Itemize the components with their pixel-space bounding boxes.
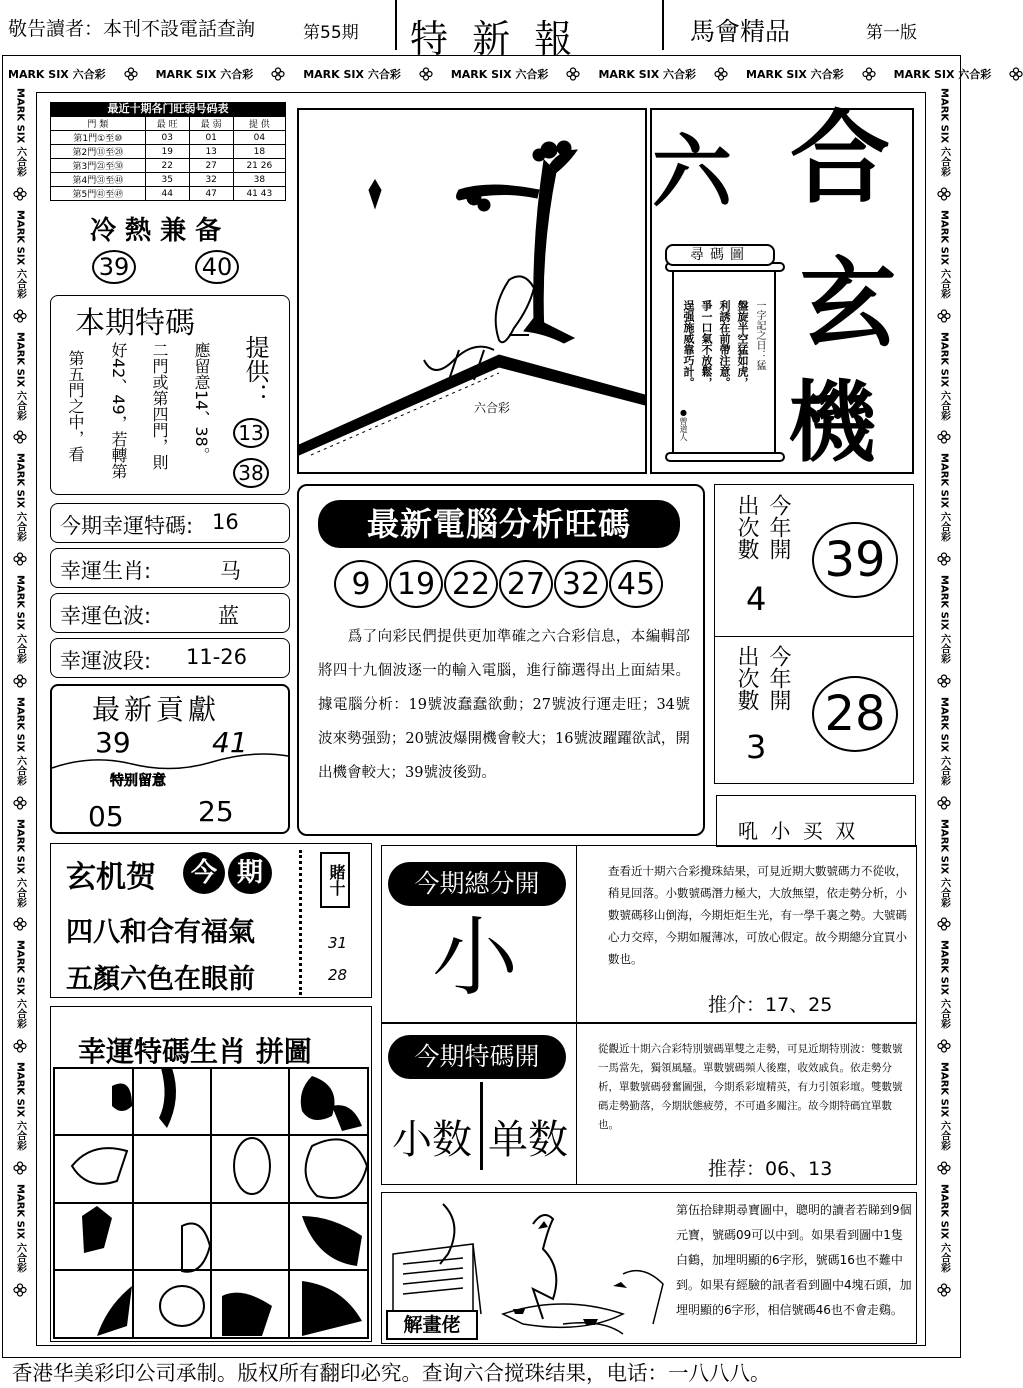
flower-icon xyxy=(14,796,27,809)
header-title: 特 新 報 xyxy=(410,17,579,61)
marquee-text: MARK SIX 六合彩 xyxy=(938,209,950,299)
marquee-text: MARK SIX 六合彩 xyxy=(14,1183,26,1273)
appear-count: 3 xyxy=(746,728,767,766)
hot-cold-table-panel xyxy=(50,102,292,198)
cold-hot-ball: 40 xyxy=(195,250,239,284)
flower-icon xyxy=(566,67,580,81)
flower-icon xyxy=(124,67,138,81)
jiehua-text: 第伍拾肆期尋寶圖中，聰明的讀者若睇到9個元寶，號碼09可以中到。如果看到圖中1隻白鶴，加埋明顯的6字形，號碼16也不難中到。如果有經驗的訊者看到圖中4塊石頭，加埋明顯的6字形，相信號碼46也不會走鷄。 xyxy=(676,1203,912,1317)
flower-icon xyxy=(938,796,951,809)
contribution-num: 39 xyxy=(95,726,131,759)
marquee-text: MARK SIX 六合彩 xyxy=(14,1062,26,1151)
table-header-cell: 門 類 xyxy=(51,117,146,131)
xuanji-he-title-c: 期 xyxy=(228,852,272,894)
table-title: 最近十期各门旺弱号码表 xyxy=(50,102,286,116)
table-cell: 22 xyxy=(145,159,189,173)
xuanji-he-divider xyxy=(299,850,302,995)
flower-icon xyxy=(271,67,285,81)
marquee-text: MARK SIX 六合彩 xyxy=(746,68,844,81)
computer-text: 爲了向彩民們提供更加準確之六合彩信息，本編輯部將四十九個波逐一的輸入電腦，進行篩選得出上面結果。據電腦分析：19號波蠢蠢欲動；27號波行運走旺；34號波來勢强勁；20號波爆開機會較大；16號波躍躍欲試，開出機會較大；39號波後勁。 xyxy=(318,629,690,781)
lucky-zodiac-label: 幸運生肖: xyxy=(60,559,152,583)
flower-icon xyxy=(862,67,876,81)
special-open-text: 從觀近十期六合彩特別號碼單雙之走勢，可見近期特別波：雙數號一馬當先，獨領風騷。單數號碼頻人後塵，收效戚負。依走勢分析，單數號碼發奮圖强，今期系彩壇精英，有力引領彩壇。雙數號碼走勢勤落，今期狀態疲勞，不可過多關注。故今期特碼宜單數也。 xyxy=(598,1043,903,1131)
header-brand: 馬會精品 xyxy=(690,17,791,46)
contribution-num: 05 xyxy=(88,800,124,833)
scroll-col: 爭一口氣不放鬆， xyxy=(700,300,713,388)
scroll-col: 一字記之日：猛 xyxy=(754,300,765,370)
special-open-left: 小数 xyxy=(392,1117,472,1163)
appear-ball: 28 xyxy=(812,676,898,752)
lucky-color-value: 蓝 xyxy=(218,604,239,628)
table-header-cell: 最 弱 xyxy=(189,117,233,131)
appear-count: 4 xyxy=(746,580,767,618)
table-header-row xyxy=(51,117,286,131)
header-issue: 第55期 xyxy=(303,23,359,43)
cat-tree-illustration xyxy=(299,110,645,472)
marquee-text: MARK SIX 六合彩 xyxy=(8,68,106,81)
marquee-text: MARK SIX 六合彩 xyxy=(14,209,26,299)
header-line-right xyxy=(662,0,664,50)
table-cell: 第1門①至⑩ xyxy=(51,131,146,145)
special-open-title: 今期特碼開 xyxy=(388,1035,566,1079)
table-cell: 18 xyxy=(233,145,285,159)
marquee-text: MARK SIX 六合彩 xyxy=(938,88,950,177)
marquee-text: MARK SIX 六合彩 xyxy=(938,1062,950,1151)
xuanji-char-1: 六 xyxy=(652,125,732,219)
table-cell: 19 xyxy=(145,145,189,159)
table-cell: 第5門㊶至㊾ xyxy=(51,187,146,201)
scroll-col: 利誘在前帶注意。 xyxy=(718,300,731,388)
xuanji-char-3: 玄 xyxy=(800,247,896,360)
marquee-text: MARK SIX 六合彩 xyxy=(938,453,950,542)
marquee-text: MARK SIX 六合彩 xyxy=(938,1183,950,1273)
flower-icon xyxy=(14,309,27,322)
table-cell: 13 xyxy=(189,145,233,159)
marquee-text: MARK SIX 六合彩 xyxy=(14,331,26,421)
contribution-title: 最新貢獻 xyxy=(92,693,221,726)
special-col-2: 二門或第四門，則 xyxy=(150,342,169,470)
header-line-left xyxy=(395,0,397,50)
contribution-num: 25 xyxy=(198,795,234,828)
computer-ball: 45 xyxy=(609,560,663,608)
table-cell: 44 xyxy=(145,187,189,201)
appear-divider xyxy=(714,636,914,637)
table-row xyxy=(51,187,286,201)
cold-hot-ball: 39 xyxy=(92,250,136,284)
total-title: 今期總分開 xyxy=(388,862,566,906)
total-recommend: 推介：17、25 xyxy=(708,994,833,1016)
special-open-right: 单数 xyxy=(488,1117,568,1163)
xuanji-he-line1: 四八和合有福氣 xyxy=(66,917,255,948)
table-cell: 41 43 xyxy=(233,187,285,201)
table-header-cell: 提 供 xyxy=(233,117,285,131)
computer-title: 最新電腦分析旺碼 xyxy=(318,500,680,548)
flower-icon xyxy=(938,430,951,443)
flower-icon xyxy=(14,552,27,565)
hot-cold-table xyxy=(50,116,286,201)
marquee-text: MARK SIX 六合彩 xyxy=(938,818,950,908)
puzzle-grid xyxy=(52,1066,370,1340)
xuanji-he-side-num: 31 xyxy=(328,934,348,952)
table-cell: 35 xyxy=(145,173,189,187)
table-cell: 03 xyxy=(145,131,189,145)
special-col-4: 第五門之中，看 xyxy=(66,350,85,462)
special-code-title: 本期特碼 xyxy=(75,306,195,341)
computer-ball: 22 xyxy=(444,560,498,608)
marquee-text: MARK SIX 六合彩 xyxy=(14,88,26,177)
special-open-recommend: 推荐：06、13 xyxy=(708,1158,833,1180)
marquee-text: MARK SIX 六合彩 xyxy=(450,68,549,81)
xuanji-he-line2: 五顏六色在眼前 xyxy=(66,964,255,995)
appear-label-a: 出次數 xyxy=(734,645,759,711)
flower-icon xyxy=(14,1283,27,1296)
flower-icon xyxy=(938,552,951,565)
marquee-text: MARK SIX 六合彩 xyxy=(938,940,950,1029)
special-open-vdivider xyxy=(576,1023,577,1185)
contribution-num: 41 xyxy=(212,726,248,759)
marquee-text: MARK SIX 六合彩 xyxy=(303,68,401,81)
puzzle-title: 幸運特碼生肖 拼圖 xyxy=(78,1035,312,1068)
special-col-1: 應留意14、38。 xyxy=(192,342,211,463)
table-row xyxy=(51,159,286,173)
table-cell: 第2門⑪至⑳ xyxy=(51,145,146,159)
marquee-top xyxy=(8,64,992,84)
appear-ball: 39 xyxy=(812,522,898,598)
marquee-text: MARK SIX 六合彩 xyxy=(14,453,26,542)
lucky-zodiac-value: 马 xyxy=(220,559,241,583)
table-cell: 第3門㉑至㉚ xyxy=(51,159,146,173)
marquee-text: MARK SIX 六合彩 xyxy=(14,696,26,786)
lucky-number-value: 16 xyxy=(212,510,239,534)
flower-icon xyxy=(938,1283,951,1296)
table-cell: 21 26 xyxy=(233,159,285,173)
total-heading: 吼 小 买 双 xyxy=(738,819,859,843)
lucky-color-label: 幸運色波: xyxy=(60,604,152,628)
total-vdivider xyxy=(576,845,577,1023)
computer-ball: 32 xyxy=(554,560,608,608)
scroll-col: 盤旋半空猛如虎， xyxy=(736,300,749,388)
appear-label-b: 今年開 xyxy=(766,494,791,560)
special-ball: 13 xyxy=(233,418,269,448)
flower-icon xyxy=(14,187,27,200)
computer-ball: 9 xyxy=(334,560,388,608)
xuanji-char-2: 合 xyxy=(790,99,890,217)
appear-label-b: 今年開 xyxy=(766,645,791,711)
cold-hot-title: 冷 熱 兼 备 xyxy=(90,216,222,246)
marquee-text: MARK SIX 六合彩 xyxy=(938,696,950,786)
table-cell: 27 xyxy=(189,159,233,173)
marquee-text: MARK SIX 六合彩 xyxy=(598,68,697,81)
flower-icon xyxy=(938,1161,951,1174)
table-header-cell: 最 旺 xyxy=(145,117,189,131)
table-cell: 01 xyxy=(189,131,233,145)
marquee-text: MARK SIX 六合彩 xyxy=(938,575,950,664)
scroll-columns xyxy=(680,300,767,440)
table-cell: 第4門㉛至㊵ xyxy=(51,173,146,187)
flower-icon xyxy=(938,917,951,930)
header-edition: 第一版 xyxy=(866,23,917,43)
xuanji-he-title-a: 玄机贺 xyxy=(66,860,156,895)
scroll-col: 逞强施威靠巧計。 xyxy=(682,300,695,388)
scroll-title: 尋碼圖 xyxy=(665,244,775,266)
xuanji-he-side-label: 賭十 xyxy=(320,852,350,908)
lucky-range-label: 幸運波段: xyxy=(60,649,152,673)
computer-ball: 27 xyxy=(499,560,553,608)
contribution-wave xyxy=(52,748,288,778)
marquee-text: MARK SIX 六合彩 xyxy=(893,68,992,81)
flower-icon xyxy=(714,67,728,81)
special-ball: 38 xyxy=(233,458,269,488)
marquee-left xyxy=(8,88,32,1350)
flower-icon xyxy=(938,1039,951,1052)
xuanji-he-side-num: 28 xyxy=(328,966,348,984)
table-row xyxy=(51,131,286,145)
marquee-text: MARK SIX 六合彩 xyxy=(155,68,254,81)
marquee-right xyxy=(932,88,956,1350)
flower-icon xyxy=(14,674,27,687)
table-row xyxy=(51,173,286,187)
marquee-text: MARK SIX 六合彩 xyxy=(938,331,950,421)
contribution-note: 特别留意 xyxy=(110,773,166,789)
lucky-range-value: 11-26 xyxy=(186,645,248,669)
appear-label-a: 出次數 xyxy=(734,494,759,560)
flower-icon xyxy=(1009,67,1023,81)
marquee-text: MARK SIX 六合彩 xyxy=(14,940,26,1029)
scroll-sign: ●曾道人 xyxy=(679,408,688,441)
table-cell: 47 xyxy=(189,187,233,201)
table-row xyxy=(51,145,286,159)
lucky-number-label: 今期幸運特碼: xyxy=(60,514,194,538)
flower-icon xyxy=(14,917,27,930)
xuanji-he-title-b: 今 xyxy=(183,852,225,894)
computer-ball: 19 xyxy=(389,560,443,608)
footer-text: 香港华美彩印公司承制。版权所有翻印必究。查询六合搅珠结果，电话：一八八八。 xyxy=(12,1361,771,1385)
flower-icon xyxy=(938,187,951,200)
table-cell: 32 xyxy=(189,173,233,187)
marquee-text: MARK SIX 六合彩 xyxy=(14,575,26,664)
special-open-mid-bar xyxy=(480,1082,483,1170)
flower-icon xyxy=(14,1039,27,1052)
total-big: 小 xyxy=(432,908,518,1008)
flower-icon xyxy=(938,309,951,322)
xuanji-char-4: 機 xyxy=(788,370,877,474)
scroll-rod-bottom xyxy=(665,452,785,462)
table-cell: 38 xyxy=(233,173,285,187)
marquee-text: MARK SIX 六合彩 xyxy=(14,818,26,908)
flower-icon xyxy=(419,67,433,81)
computer-balls xyxy=(334,560,663,608)
total-text: 查看近十期六合彩攪珠結果，可見近期大數號碼力不從收，稍見回落。小數號碼潛力極大，大放無望，依走勢分析，小數號碼移山倒海，今期炬炬生光，有一學千裏之勢。大號碼心力交瘁，今期如履薄冰，可放心假定。故今期總分宜買小數也。 xyxy=(608,864,907,966)
special-col-3: 好42、49，若轉第 xyxy=(109,342,128,479)
flower-icon xyxy=(14,430,27,443)
header-notice: 敬告讀者：本刊不設電話查詢 xyxy=(8,18,256,40)
table-cell: 04 xyxy=(233,131,285,145)
flower-icon xyxy=(14,1161,27,1174)
flower-icon xyxy=(938,674,951,687)
jiehua-label: 解畫佬 xyxy=(386,1310,478,1340)
special-provide-label: 提供： xyxy=(241,335,269,407)
picture-logo: 六合彩 xyxy=(474,401,511,415)
